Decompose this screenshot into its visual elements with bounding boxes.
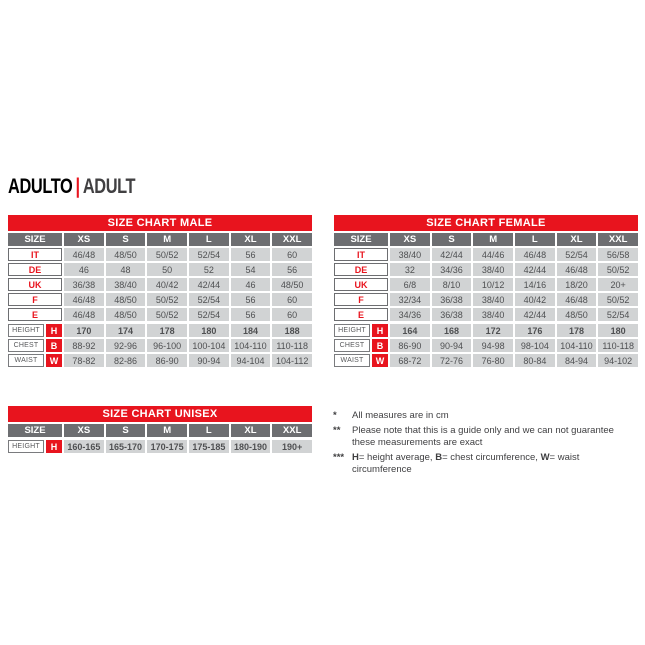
table-body bbox=[8, 424, 312, 453]
measure-value-cell: 172 bbox=[473, 324, 513, 337]
measure-value-cell: 160-165 bbox=[64, 440, 104, 453]
measure-label-cell: WAIST bbox=[334, 354, 370, 367]
page-title-primary: ADULTO bbox=[8, 175, 73, 198]
footnote bbox=[333, 410, 639, 423]
country-label-cell: DE bbox=[8, 263, 62, 276]
size-value-cell: 60 bbox=[272, 248, 312, 261]
size-value-cell: 54 bbox=[231, 263, 271, 276]
page-title bbox=[8, 176, 135, 197]
measure-code-cell: H bbox=[46, 324, 62, 337]
size-value-cell: 38/40 bbox=[390, 248, 430, 261]
measure-value-cell: 190+ bbox=[272, 440, 312, 453]
measure-value-cell: 86-90 bbox=[390, 339, 430, 352]
measure-value-cell: 78-82 bbox=[64, 354, 104, 367]
measure-block bbox=[8, 440, 312, 453]
size-value-cell: 40/42 bbox=[515, 293, 555, 306]
size-value-cell: 46/48 bbox=[64, 308, 104, 321]
measure-code-cell: W bbox=[372, 354, 388, 367]
size-header-cell: SIZE bbox=[8, 233, 62, 246]
country-label-cell: E bbox=[8, 308, 62, 321]
table-title: SIZE CHART MALE bbox=[8, 215, 312, 231]
size-row bbox=[8, 308, 312, 321]
measure-code-cell: W bbox=[46, 354, 62, 367]
size-value-cell: 42/44 bbox=[515, 308, 555, 321]
measure-code-cell: H bbox=[372, 324, 388, 337]
column-header-cell: M bbox=[147, 424, 187, 437]
size-value-cell: 38/40 bbox=[473, 308, 513, 321]
measure-row bbox=[334, 324, 638, 337]
footnote-marker: ** bbox=[333, 424, 341, 436]
size-value-cell: 38/40 bbox=[473, 263, 513, 276]
measure-value-cell: 164 bbox=[390, 324, 430, 337]
measure-label-cell: WAIST bbox=[8, 354, 44, 367]
column-header-cell: XL bbox=[231, 233, 271, 246]
measure-value-cell: 88-92 bbox=[64, 339, 104, 352]
size-value-cell: 10/12 bbox=[473, 278, 513, 291]
size-value-cell: 52 bbox=[189, 263, 229, 276]
column-header-cell: S bbox=[106, 424, 146, 437]
size-value-cell: 40/42 bbox=[147, 278, 187, 291]
size-value-cell: 60 bbox=[272, 293, 312, 306]
size-header-cell: SIZE bbox=[8, 424, 62, 437]
column-header-cell: L bbox=[515, 233, 555, 246]
size-value-cell: 18/20 bbox=[557, 278, 597, 291]
size-header-cell: SIZE bbox=[334, 233, 388, 246]
column-header-cell: S bbox=[106, 233, 146, 246]
measure-row bbox=[8, 440, 312, 453]
measure-label-cell: HEIGHT bbox=[8, 324, 44, 337]
size-value-cell: 50/52 bbox=[598, 293, 638, 306]
size-value-cell: 50/52 bbox=[147, 308, 187, 321]
footnote-segment: = waist circumference bbox=[352, 451, 580, 476]
size-value-cell: 34/36 bbox=[432, 263, 472, 276]
measure-value-cell: 104-110 bbox=[231, 339, 271, 352]
measure-value-cell: 92-96 bbox=[106, 339, 146, 352]
footnote-marker: *** bbox=[333, 451, 345, 463]
footnote-segment: = chest circumference, bbox=[442, 451, 541, 463]
size-value-cell: 14/16 bbox=[515, 278, 555, 291]
measure-value-cell: 184 bbox=[231, 324, 271, 337]
footnote-text bbox=[352, 452, 639, 477]
size-value-cell: 56 bbox=[231, 293, 271, 306]
measure-label-cell: HEIGHT bbox=[8, 440, 44, 453]
measure-value-cell: 90-94 bbox=[432, 339, 472, 352]
size-row bbox=[334, 308, 638, 321]
size-value-cell: 46/48 bbox=[64, 248, 104, 261]
size-chart-unisex-table bbox=[8, 406, 312, 453]
country-label-cell: UK bbox=[8, 278, 62, 291]
measure-value-cell: 86-90 bbox=[147, 354, 187, 367]
measure-value-cell: 180-190 bbox=[231, 440, 271, 453]
size-value-cell: 46/48 bbox=[557, 263, 597, 276]
measure-value-cell: 90-94 bbox=[189, 354, 229, 367]
measure-value-cell: 68-72 bbox=[390, 354, 430, 367]
measure-block bbox=[8, 324, 312, 367]
column-header-row bbox=[8, 233, 312, 246]
country-label-cell: F bbox=[8, 293, 62, 306]
country-label-cell: IT bbox=[334, 248, 388, 261]
measure-value-cell: 94-98 bbox=[473, 339, 513, 352]
measure-row bbox=[8, 339, 312, 352]
measure-row bbox=[334, 354, 638, 367]
measure-code-cell: B bbox=[46, 339, 62, 352]
measure-value-cell: 100-104 bbox=[189, 339, 229, 352]
measure-value-cell: 168 bbox=[432, 324, 472, 337]
size-value-cell: 50/52 bbox=[147, 293, 187, 306]
size-value-cell: 56 bbox=[272, 263, 312, 276]
size-value-cell: 32 bbox=[390, 263, 430, 276]
measure-code-cell: B bbox=[372, 339, 388, 352]
measure-block bbox=[334, 324, 638, 367]
column-header-cell: S bbox=[432, 233, 472, 246]
size-value-cell: 52/54 bbox=[189, 308, 229, 321]
measure-value-cell: 94-102 bbox=[598, 354, 638, 367]
measure-value-cell: 188 bbox=[272, 324, 312, 337]
footnote-marker: * bbox=[333, 410, 337, 421]
size-value-cell: 48/50 bbox=[106, 308, 146, 321]
measure-code-cell: H bbox=[46, 440, 62, 453]
size-value-cell: 46 bbox=[231, 278, 271, 291]
size-value-cell: 8/10 bbox=[432, 278, 472, 291]
column-header-cell: XS bbox=[64, 233, 104, 246]
size-row bbox=[334, 293, 638, 306]
footnote-text bbox=[352, 410, 449, 423]
column-header-cell: M bbox=[147, 233, 187, 246]
size-value-cell: 48/50 bbox=[557, 308, 597, 321]
size-row bbox=[8, 293, 312, 306]
measure-value-cell: 84-94 bbox=[557, 354, 597, 367]
measure-value-cell: 82-86 bbox=[106, 354, 146, 367]
size-value-cell: 56 bbox=[231, 308, 271, 321]
size-value-cell: 50/52 bbox=[598, 263, 638, 276]
measure-value-cell: 178 bbox=[147, 324, 187, 337]
measure-value-cell: 180 bbox=[189, 324, 229, 337]
size-value-cell: 34/36 bbox=[390, 308, 430, 321]
column-header-cell: XXL bbox=[272, 424, 312, 437]
footnote-text bbox=[352, 425, 639, 450]
size-value-cell: 38/40 bbox=[106, 278, 146, 291]
size-row bbox=[8, 278, 312, 291]
page-title-divider: | bbox=[75, 175, 80, 198]
measure-value-cell: 175-185 bbox=[189, 440, 229, 453]
size-value-cell: 42/44 bbox=[432, 248, 472, 261]
measure-value-cell: 170-175 bbox=[147, 440, 187, 453]
measure-value-cell: 110-118 bbox=[272, 339, 312, 352]
measure-label-cell: CHEST bbox=[8, 339, 44, 352]
country-label-cell: UK bbox=[334, 278, 388, 291]
size-value-cell: 50/52 bbox=[147, 248, 187, 261]
column-header-cell: M bbox=[473, 233, 513, 246]
footnote-segment: B bbox=[435, 451, 443, 463]
measure-value-cell: 176 bbox=[515, 324, 555, 337]
size-value-cell: 32/34 bbox=[390, 293, 430, 306]
size-value-cell: 36/38 bbox=[432, 293, 472, 306]
measure-value-cell: 80-84 bbox=[515, 354, 555, 367]
page-title-secondary: ADULT bbox=[82, 175, 136, 198]
size-row bbox=[334, 278, 638, 291]
measure-label-cell: CHEST bbox=[334, 339, 370, 352]
measure-value-cell: 165-170 bbox=[106, 440, 146, 453]
size-value-cell: 52/54 bbox=[189, 248, 229, 261]
measure-value-cell: 178 bbox=[557, 324, 597, 337]
column-header-cell: XL bbox=[231, 424, 271, 437]
country-label-cell: F bbox=[334, 293, 388, 306]
size-row bbox=[8, 263, 312, 276]
table-body bbox=[334, 233, 638, 367]
size-row bbox=[334, 248, 638, 261]
size-value-cell: 48 bbox=[106, 263, 146, 276]
size-value-cell: 52/54 bbox=[598, 308, 638, 321]
footnote-segment: Please note that this is a guide only and we can not guarantee these measurements are exact bbox=[352, 424, 614, 449]
measure-value-cell: 104-112 bbox=[272, 354, 312, 367]
country-label-cell: IT bbox=[8, 248, 62, 261]
size-value-cell: 36/38 bbox=[64, 278, 104, 291]
measure-value-cell: 72-76 bbox=[432, 354, 472, 367]
footnote-segment: W bbox=[540, 451, 550, 463]
size-value-cell: 6/8 bbox=[390, 278, 430, 291]
size-value-cell: 46 bbox=[64, 263, 104, 276]
footnote bbox=[333, 425, 639, 450]
size-row bbox=[334, 263, 638, 276]
size-value-cell: 48/50 bbox=[272, 278, 312, 291]
size-value-cell: 20+ bbox=[598, 278, 638, 291]
measure-row bbox=[334, 339, 638, 352]
table-body bbox=[8, 233, 312, 367]
column-header-cell: L bbox=[189, 233, 229, 246]
size-chart-female-table bbox=[334, 215, 638, 367]
size-value-cell: 48/50 bbox=[106, 293, 146, 306]
measure-value-cell: 94-104 bbox=[231, 354, 271, 367]
size-value-cell: 60 bbox=[272, 308, 312, 321]
footnote bbox=[333, 452, 639, 477]
measure-value-cell: 170 bbox=[64, 324, 104, 337]
column-header-cell: XS bbox=[64, 424, 104, 437]
measure-row bbox=[8, 354, 312, 367]
size-value-cell: 36/38 bbox=[432, 308, 472, 321]
country-label-cell: DE bbox=[334, 263, 388, 276]
size-value-cell: 48/50 bbox=[106, 248, 146, 261]
size-value-cell: 42/44 bbox=[189, 278, 229, 291]
column-header-row bbox=[334, 233, 638, 246]
measure-value-cell: 96-100 bbox=[147, 339, 187, 352]
table-title: SIZE CHART FEMALE bbox=[334, 215, 638, 231]
column-header-cell: L bbox=[189, 424, 229, 437]
measure-value-cell: 110-118 bbox=[598, 339, 638, 352]
size-value-cell: 46/48 bbox=[64, 293, 104, 306]
column-header-row bbox=[8, 424, 312, 437]
measure-label-cell: HEIGHT bbox=[334, 324, 370, 337]
table-title: SIZE CHART UNISEX bbox=[8, 406, 312, 422]
size-value-cell: 56/58 bbox=[598, 248, 638, 261]
size-value-cell: 42/44 bbox=[515, 263, 555, 276]
column-header-cell: XS bbox=[390, 233, 430, 246]
column-header-cell: XL bbox=[557, 233, 597, 246]
size-row bbox=[8, 248, 312, 261]
footnote-segment: = height average, bbox=[358, 451, 436, 463]
measure-row bbox=[8, 324, 312, 337]
measure-value-cell: 98-104 bbox=[515, 339, 555, 352]
column-header-cell: XXL bbox=[598, 233, 638, 246]
measure-value-cell: 180 bbox=[598, 324, 638, 337]
size-value-cell: 52/54 bbox=[189, 293, 229, 306]
footnote-segment: H bbox=[352, 451, 359, 463]
footnotes bbox=[333, 410, 639, 479]
size-value-cell: 44/46 bbox=[473, 248, 513, 261]
country-label-cell: E bbox=[334, 308, 388, 321]
measure-value-cell: 104-110 bbox=[557, 339, 597, 352]
size-value-cell: 50 bbox=[147, 263, 187, 276]
measure-value-cell: 174 bbox=[106, 324, 146, 337]
size-chart-male-table bbox=[8, 215, 312, 367]
size-value-cell: 46/48 bbox=[557, 293, 597, 306]
size-value-cell: 56 bbox=[231, 248, 271, 261]
size-value-cell: 38/40 bbox=[473, 293, 513, 306]
footnote-segment: All measures are in cm bbox=[352, 410, 449, 421]
column-header-cell: XXL bbox=[272, 233, 312, 246]
measure-value-cell: 76-80 bbox=[473, 354, 513, 367]
size-value-cell: 52/54 bbox=[557, 248, 597, 261]
size-value-cell: 46/48 bbox=[515, 248, 555, 261]
